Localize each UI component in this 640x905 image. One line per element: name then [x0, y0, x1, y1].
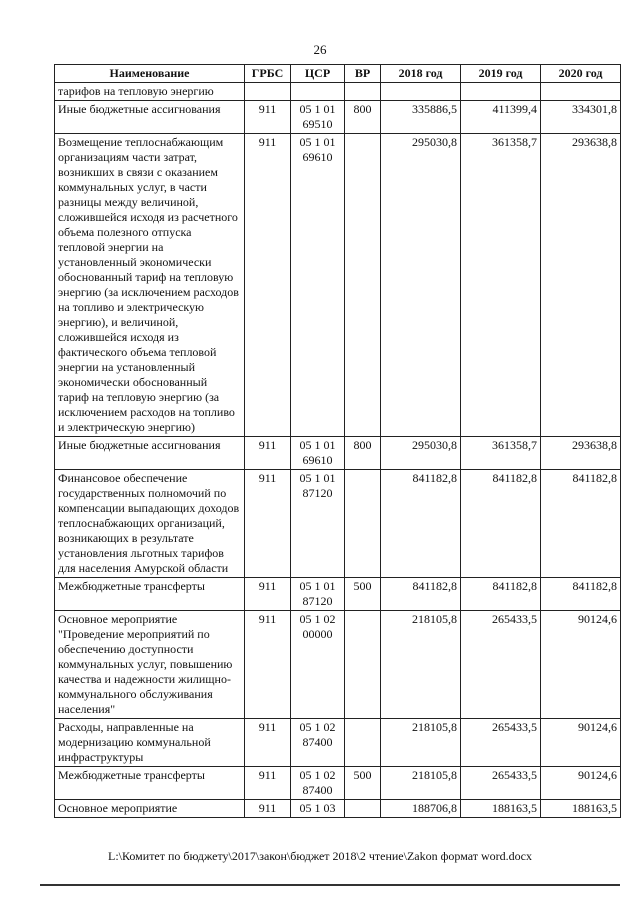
table-row [55, 83, 621, 101]
cell-grbs: 911 [245, 800, 291, 818]
cell-vr: 500 [345, 578, 381, 611]
bottom-divider [40, 884, 620, 886]
header-csr: ЦСР [291, 65, 345, 83]
cell-grbs: 911 [245, 437, 291, 470]
cell-2019: 841182,8 [461, 470, 541, 578]
cell-2019: 411399,4 [461, 101, 541, 134]
cell-2019: 361358,7 [461, 134, 541, 437]
cell-name: Основное мероприятие "Проведение мероприятий по обеспечению доступности коммунальных услуг, повышению качества и надежности жилищно-коммунального обслуживания населения" [55, 611, 245, 719]
cell-2018: 841182,8 [381, 578, 461, 611]
cell-2020 [541, 83, 621, 101]
table-row [55, 134, 621, 437]
cell-2019: 188163,5 [461, 800, 541, 818]
cell-2019: 265433,5 [461, 611, 541, 719]
cell-2020: 188163,5 [541, 800, 621, 818]
cell-vr [345, 611, 381, 719]
cell-grbs [245, 83, 291, 101]
cell-grbs: 911 [245, 578, 291, 611]
header-grbs: ГРБС [245, 65, 291, 83]
cell-2020: 293638,8 [541, 437, 621, 470]
cell-csr: 05 1 01 69510 [291, 101, 345, 134]
cell-grbs: 911 [245, 719, 291, 767]
cell-2019: 841182,8 [461, 578, 541, 611]
table-header-row [55, 65, 621, 83]
cell-2018 [381, 83, 461, 101]
cell-2020: 841182,8 [541, 470, 621, 578]
cell-vr [345, 719, 381, 767]
cell-csr: 05 1 02 00000 [291, 611, 345, 719]
table-row [55, 611, 621, 719]
cell-grbs: 911 [245, 101, 291, 134]
cell-csr [291, 83, 345, 101]
cell-csr: 05 1 01 69610 [291, 437, 345, 470]
cell-name: Возмещение теплоснабжающим организациям части затрат, возникших в связи с оказанием коммунальных услуг, в части разницы между величиной, сложившейся исходя из расчетного объема полезного отпуска тепловой энергии на установленный экономически обоснованный тариф на тепловую энергию (за исключением расходов на топливо и электрическую энергию), и величиной, сложившейся исходя из фактического объема тепловой энергии на установленный экономически обоснованный тариф на тепловую энергию (за исключением расходов на топливо и электрическую энергию) [55, 134, 245, 437]
cell-name: Расходы, направленные на модернизацию коммунальной инфраструктуры [55, 719, 245, 767]
cell-vr [345, 83, 381, 101]
cell-2018: 218105,8 [381, 767, 461, 800]
cell-2018: 218105,8 [381, 719, 461, 767]
cell-2019 [461, 83, 541, 101]
cell-csr: 05 1 02 87400 [291, 767, 345, 800]
cell-grbs: 911 [245, 134, 291, 437]
table-row [55, 101, 621, 134]
cell-csr: 05 1 03 [291, 800, 345, 818]
cell-csr: 05 1 02 87400 [291, 719, 345, 767]
cell-name: Иные бюджетные ассигнования [55, 437, 245, 470]
cell-vr: 500 [345, 767, 381, 800]
cell-name: Финансовое обеспечение государственных полномочий по компенсации выпадающих доходов теплоснабжающих организаций, возникающих в результате установления льготных тарифов для населения Амурской области [55, 470, 245, 578]
budget-table [54, 64, 621, 818]
cell-name: Межбюджетные трансферты [55, 578, 245, 611]
header-name: Наименование [55, 65, 245, 83]
cell-grbs: 911 [245, 611, 291, 719]
cell-grbs: 911 [245, 767, 291, 800]
table-row [55, 470, 621, 578]
table-row [55, 719, 621, 767]
cell-grbs: 911 [245, 470, 291, 578]
cell-2018: 335886,5 [381, 101, 461, 134]
cell-vr [345, 134, 381, 437]
cell-csr: 05 1 01 69610 [291, 134, 345, 437]
table-row [55, 800, 621, 818]
header-2019: 2019 год [461, 65, 541, 83]
cell-2020: 90124,6 [541, 719, 621, 767]
cell-vr: 800 [345, 101, 381, 134]
table-row [55, 437, 621, 470]
cell-2019: 265433,5 [461, 719, 541, 767]
cell-name: Основное мероприятие [55, 800, 245, 818]
cell-name: тарифов на тепловую энергию [55, 83, 245, 101]
table-row [55, 767, 621, 800]
cell-2018: 295030,8 [381, 437, 461, 470]
header-vr: ВР [345, 65, 381, 83]
cell-2020: 841182,8 [541, 578, 621, 611]
cell-2020: 293638,8 [541, 134, 621, 437]
header-2020: 2020 год [541, 65, 621, 83]
cell-2019: 361358,7 [461, 437, 541, 470]
cell-csr: 05 1 01 87120 [291, 578, 345, 611]
cell-name: Иные бюджетные ассигнования [55, 101, 245, 134]
cell-csr: 05 1 01 87120 [291, 470, 345, 578]
cell-2020: 90124,6 [541, 767, 621, 800]
cell-2018: 295030,8 [381, 134, 461, 437]
cell-vr [345, 800, 381, 818]
cell-vr: 800 [345, 437, 381, 470]
page-number: 26 [313, 42, 327, 57]
header-2018: 2018 год [381, 65, 461, 83]
table-row [55, 578, 621, 611]
cell-2018: 188706,8 [381, 800, 461, 818]
cell-2020: 90124,6 [541, 611, 621, 719]
cell-name: Межбюджетные трансферты [55, 767, 245, 800]
cell-2018: 218105,8 [381, 611, 461, 719]
cell-vr [345, 470, 381, 578]
file-path-footer: L:\Комитет по бюджету\2017\закон\бюджет 2018\2 чтение\Zakon формат word.docx [108, 849, 532, 863]
cell-2018: 841182,8 [381, 470, 461, 578]
cell-2020: 334301,8 [541, 101, 621, 134]
cell-2019: 265433,5 [461, 767, 541, 800]
